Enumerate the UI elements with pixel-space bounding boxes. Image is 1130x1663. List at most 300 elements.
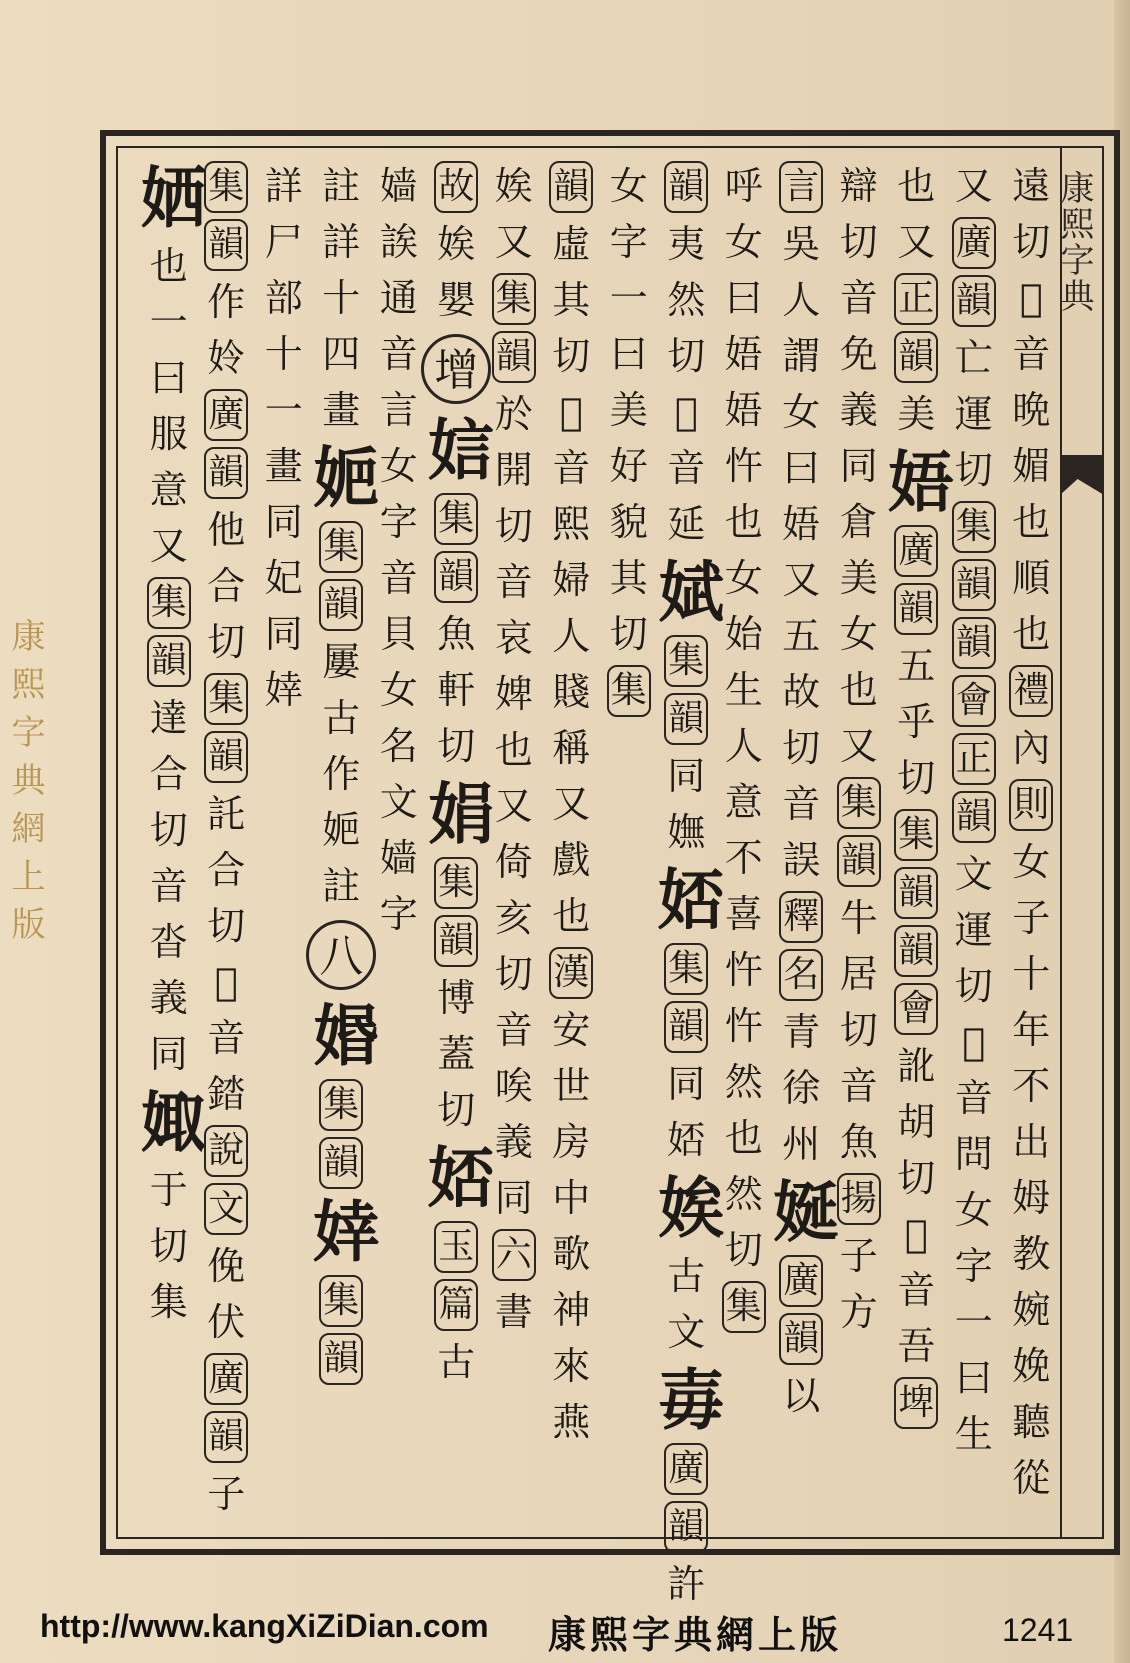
glyph: 稱: [552, 726, 591, 770]
boxed-source-mark: 集: [952, 501, 996, 553]
glyph: 意: [149, 468, 188, 512]
glyph: 切: [782, 726, 821, 770]
glyph: 喜: [724, 892, 763, 936]
glyph: 不: [724, 836, 763, 880]
glyph: 一: [149, 300, 188, 344]
glyph: 娭: [494, 164, 533, 208]
boxed-source-mark: 韻: [434, 915, 478, 967]
glyph: 切: [437, 1088, 476, 1132]
headword: 婞: [313, 1193, 380, 1271]
glyph: 教: [1012, 1232, 1051, 1276]
glyph: 倚: [494, 840, 533, 884]
glyph: 誒: [379, 220, 418, 264]
headword: 㛂: [313, 439, 380, 517]
glyph: 音: [207, 1016, 246, 1060]
glyph: 人: [552, 614, 591, 658]
glyph: 娩: [1012, 1344, 1051, 1388]
boxed-source-mark: 韻: [894, 925, 938, 977]
boxed-source-mark: 會: [952, 675, 996, 727]
glyph: 切: [1012, 220, 1051, 264]
boxed-source-mark: 韻: [204, 731, 248, 783]
glyph: 娭: [437, 222, 476, 266]
glyph: 詳: [264, 164, 303, 208]
glyph: 又: [782, 558, 821, 602]
glyph: 亥: [494, 896, 533, 940]
boxed-source-mark: 韻: [952, 275, 996, 327]
boxed-source-mark: 禮: [1009, 665, 1053, 717]
glyph: 神: [552, 1288, 591, 1332]
glyph: 切: [609, 612, 648, 656]
text-column: [945, 158, 1003, 1528]
boxed-source-mark: 集: [319, 1079, 363, 1131]
glyph: 以: [782, 1374, 821, 1418]
glyph: 十: [322, 276, 361, 320]
glyph: 音: [494, 1008, 533, 1052]
glyph: 也: [1012, 500, 1051, 544]
boxed-source-mark: 韻: [952, 791, 996, 843]
headword: 娮: [428, 411, 495, 489]
glyph: 𡘜: [962, 1020, 986, 1064]
glyph: 畫: [264, 444, 303, 488]
glyph: 女: [379, 444, 418, 488]
glyph: 嫵: [667, 810, 706, 854]
glyph: 嬰: [437, 278, 476, 322]
boxed-source-mark: 韻: [492, 331, 536, 383]
boxed-source-mark: 韻: [319, 1333, 363, 1385]
glyph: 曰: [954, 1356, 993, 1400]
glyph: 十: [1012, 952, 1051, 996]
glyph: 吳: [782, 222, 821, 266]
glyph: 于: [149, 1168, 188, 1212]
glyph: 𡘜: [214, 960, 238, 1004]
glyph: 方: [839, 1290, 878, 1334]
glyph: 其: [609, 556, 648, 600]
glyph: 達: [149, 696, 188, 740]
boxed-source-mark: 玉: [434, 1221, 478, 1273]
glyph: 娝: [667, 1118, 706, 1162]
page-number: 1241: [1002, 1612, 1074, 1648]
glyph: 字: [379, 892, 418, 936]
glyph: 切: [897, 1156, 936, 1200]
glyph: 貌: [609, 500, 648, 544]
glyph: 博: [437, 976, 476, 1020]
glyph: 切: [724, 1228, 763, 1272]
glyph: 虛: [552, 222, 591, 266]
glyph: 遠: [1012, 164, 1051, 208]
boxed-source-mark: 揚: [837, 1173, 881, 1225]
glyph: 美: [609, 388, 648, 432]
boxed-source-mark: 韻: [894, 867, 938, 919]
glyph: 切: [207, 904, 246, 948]
glyph: 詳: [322, 220, 361, 264]
boxed-source-mark: 正: [952, 733, 996, 785]
glyph: 訛: [897, 1044, 936, 1088]
glyph: 作: [322, 752, 361, 796]
glyph: 賤: [552, 670, 591, 714]
glyph: 也: [494, 728, 533, 772]
text-column: [313, 158, 380, 1528]
glyph: 字: [954, 1244, 993, 1288]
boxed-source-mark: 說: [204, 1125, 248, 1177]
glyph: 然: [667, 278, 706, 322]
glyph: 房: [552, 1120, 591, 1164]
glyph: 延: [667, 502, 706, 546]
glyph: 許: [667, 1562, 706, 1606]
glyph: 五: [897, 644, 936, 688]
glyph: 同: [149, 1032, 188, 1076]
boxed-source-mark: 六: [492, 1229, 536, 1281]
glyph: 運: [954, 392, 993, 436]
text-columns: [125, 158, 1060, 1606]
headword: 娬: [658, 553, 725, 631]
glyph: 又: [494, 220, 533, 264]
glyph: 又: [954, 164, 993, 208]
glyph: 切: [954, 448, 993, 492]
glyph: 服: [149, 412, 188, 456]
glyph: 文: [954, 852, 993, 896]
glyph: 也: [839, 668, 878, 712]
glyph: 音: [667, 446, 706, 490]
circled-section-mark: 增: [421, 334, 491, 404]
glyph: 他: [207, 508, 246, 552]
boxed-source-mark: 集: [837, 777, 881, 829]
boxed-source-mark: 集: [664, 943, 708, 995]
text-column: [600, 158, 658, 1528]
glyph: 生: [954, 1412, 993, 1456]
glyph: 女: [609, 164, 648, 208]
boxed-source-mark: 韻: [952, 559, 996, 611]
glyph: 屢: [322, 640, 361, 684]
boxed-source-mark: 漢: [549, 947, 593, 999]
boxed-source-mark: 韻: [549, 161, 593, 213]
boxed-source-mark: 集: [492, 273, 536, 325]
book-title: 康熙字典: [1054, 170, 1094, 314]
glyph: 女: [1012, 840, 1051, 884]
glyph: 亡: [954, 336, 993, 380]
glyph: 姆: [1012, 1176, 1051, 1220]
boxed-source-mark: 集: [722, 1281, 766, 1333]
header-strip: [1054, 146, 1104, 1539]
text-column: [198, 158, 256, 1528]
glyph: 婉: [1012, 1288, 1051, 1332]
boxed-source-mark: 韻: [779, 1313, 823, 1365]
glyph: 女: [724, 556, 763, 600]
glyph: 乎: [897, 700, 936, 744]
glyph: 㛂: [322, 808, 361, 852]
glyph: 合: [207, 848, 246, 892]
glyph: 音: [149, 864, 188, 908]
boxed-source-mark: 集: [664, 635, 708, 687]
headword: 娫: [773, 1173, 840, 1251]
glyph: 曰: [724, 276, 763, 320]
glyph: 始: [724, 612, 763, 656]
boxed-source-mark: 廣: [952, 217, 996, 269]
glyph: 女: [954, 1188, 993, 1232]
glyph: 也: [1012, 612, 1051, 656]
glyph: 婞: [264, 668, 303, 712]
boxed-source-mark: 韻: [664, 161, 708, 213]
boxed-source-mark: 廣: [204, 1353, 248, 1405]
boxed-source-mark: 集: [894, 809, 938, 861]
headword: 㛰: [313, 997, 380, 1075]
glyph: 不: [1012, 1064, 1051, 1108]
glyph: 書: [494, 1290, 533, 1334]
glyph: 年: [1012, 1008, 1051, 1052]
glyph: 世: [552, 1064, 591, 1108]
glyph: 哀: [494, 616, 533, 660]
boxed-source-mark: 廣: [204, 389, 248, 441]
glyph: 又: [839, 724, 878, 768]
glyph: 也: [897, 164, 936, 208]
glyph: 謂: [782, 334, 821, 378]
glyph: 音: [839, 276, 878, 320]
text-column: [773, 158, 840, 1528]
glyph: 十: [264, 332, 303, 376]
boxed-source-mark: 韻: [147, 635, 191, 687]
glyph: 問: [954, 1132, 993, 1176]
circled-section-mark: 八: [306, 920, 376, 990]
glyph: 蓋: [437, 1032, 476, 1076]
headword: 娵: [140, 1083, 207, 1161]
glyph: 一: [609, 276, 648, 320]
glyph: 音: [954, 1076, 993, 1120]
boxed-source-mark: 言: [779, 161, 823, 213]
glyph: 𡘜: [674, 390, 698, 434]
glyph: 媚: [1012, 444, 1051, 488]
boxed-source-mark: 篇: [434, 1279, 478, 1331]
boxed-source-mark: 埤: [894, 1377, 938, 1429]
glyph: 內: [1012, 726, 1051, 770]
boxed-source-mark: 則: [1009, 779, 1053, 831]
glyph: 出: [1012, 1120, 1051, 1164]
boxed-source-mark: 韻: [319, 1137, 363, 1189]
boxed-source-mark: 廣: [779, 1255, 823, 1307]
glyph: 切: [839, 220, 878, 264]
glyph: 音: [782, 782, 821, 826]
glyph: 順: [1012, 556, 1051, 600]
glyph: 文: [379, 780, 418, 824]
glyph: 熙: [552, 502, 591, 546]
glyph: 美: [839, 556, 878, 600]
glyph: 子: [839, 1234, 878, 1278]
glyph: 切: [149, 1224, 188, 1268]
glyph: 切: [437, 724, 476, 768]
glyph: 尸: [264, 220, 303, 264]
glyph: 又: [149, 524, 188, 568]
glyph: 切: [954, 964, 993, 1008]
boxed-source-mark: 韻: [664, 693, 708, 745]
text-column: [715, 158, 773, 1528]
glyph: 音: [494, 560, 533, 604]
glyph: 音: [379, 556, 418, 600]
glyph: 也: [552, 894, 591, 938]
glyph: 古: [667, 1254, 706, 1298]
glyph: 娪: [724, 332, 763, 376]
glyph: 娪: [724, 388, 763, 432]
glyph: 同: [667, 1062, 706, 1106]
glyph: 人: [724, 724, 763, 768]
glyph: 一: [954, 1300, 993, 1344]
glyph: 合: [149, 752, 188, 796]
footer-url-link[interactable]: http://www.kangXiZiDian.com: [40, 1608, 489, 1644]
glyph: 畫: [322, 388, 361, 432]
glyph: 義: [149, 976, 188, 1020]
glyph: 切: [552, 334, 591, 378]
text-column: [140, 158, 207, 1528]
boxed-source-mark: 韻: [664, 1001, 708, 1053]
glyph: 吾: [897, 1324, 936, 1368]
boxed-source-mark: 韻: [204, 1411, 248, 1463]
glyph: 音: [1012, 332, 1051, 376]
glyph: 婦: [552, 558, 591, 602]
glyph: 聽: [1012, 1400, 1051, 1444]
boxed-source-mark: 韻: [204, 447, 248, 499]
boxed-source-mark: 正: [894, 273, 938, 325]
text-column: [543, 158, 601, 1528]
text-column: [888, 158, 955, 1528]
boxed-source-mark: 韻: [894, 331, 938, 383]
boxed-source-mark: 韻: [204, 219, 248, 271]
glyph: 切: [667, 334, 706, 378]
glyph: 沓: [149, 920, 188, 964]
text-column: [485, 158, 543, 1528]
boxed-source-mark: 釋: [779, 891, 823, 943]
glyph: 嫱: [379, 836, 418, 880]
glyph: 古: [437, 1340, 476, 1384]
glyph: 名: [379, 724, 418, 768]
text-column: [830, 158, 888, 1528]
boxed-source-mark: 廣: [894, 525, 938, 577]
glyph: 曰: [782, 446, 821, 490]
glyph: 切: [494, 952, 533, 996]
text-column: [255, 158, 313, 1528]
boxed-source-mark: 韻: [894, 583, 938, 635]
glyph: 開: [494, 448, 533, 492]
glyph: 伏: [207, 1300, 246, 1344]
glyph: 州: [782, 1122, 821, 1166]
glyph: 古: [322, 696, 361, 740]
glyph: 俛: [207, 1244, 246, 1288]
boxed-source-mark: 集: [204, 161, 248, 213]
boxed-source-mark: 韻: [664, 1501, 708, 1553]
boxed-source-mark: 文: [204, 1183, 248, 1235]
glyph: 又: [494, 784, 533, 828]
glyph: 又: [552, 782, 591, 826]
glyph: 同: [494, 1176, 533, 1220]
glyph: 切: [494, 504, 533, 548]
glyph: 音: [839, 1064, 878, 1108]
text-column: [370, 158, 428, 1528]
headword: 㛉: [140, 159, 207, 237]
glyph: 子: [1012, 896, 1051, 940]
headword: 毐: [658, 1361, 725, 1439]
boxed-source-mark: 集: [434, 857, 478, 909]
text-column: [1003, 158, 1061, 1528]
glyph: 來: [552, 1344, 591, 1388]
boxed-source-mark: 集: [319, 521, 363, 573]
glyph: 婢: [494, 672, 533, 716]
glyph: 意: [724, 780, 763, 824]
glyph: 安: [552, 1008, 591, 1052]
footer-title: 康熙字典網上版: [548, 1613, 843, 1657]
glyph: 也: [149, 244, 188, 288]
glyph: 註: [322, 864, 361, 908]
headword: 娝: [428, 1139, 495, 1217]
glyph: 合: [207, 564, 246, 608]
glyph: 同: [667, 754, 706, 798]
glyph: 妃: [264, 556, 303, 600]
boxed-source-mark: 韻: [434, 551, 478, 603]
glyph: 託: [207, 792, 246, 836]
glyph: 胡: [897, 1100, 936, 1144]
glyph: 嫱: [379, 164, 418, 208]
glyph: 於: [494, 392, 533, 436]
glyph: 切: [207, 620, 246, 664]
glyph: 部: [264, 276, 303, 320]
glyph: 同: [839, 444, 878, 488]
glyph: 註: [322, 164, 361, 208]
boxed-source-mark: 韻: [952, 617, 996, 669]
glyph: 倉: [839, 500, 878, 544]
glyph: 義: [494, 1120, 533, 1164]
glyph: 晩: [1012, 388, 1051, 432]
glyph: 義: [839, 388, 878, 432]
glyph: 從: [1012, 1456, 1051, 1500]
glyph: 同: [264, 612, 303, 656]
glyph: 戲: [552, 838, 591, 882]
headword: 娭: [658, 1169, 725, 1247]
boxed-source-mark: 廣: [664, 1443, 708, 1495]
glyph: 切: [149, 808, 188, 852]
glyph: 音: [552, 446, 591, 490]
glyph: 曰: [609, 332, 648, 376]
glyph: 切: [897, 756, 936, 800]
glyph: 辯: [839, 164, 878, 208]
glyph: 貝: [379, 612, 418, 656]
glyph: 生: [724, 668, 763, 712]
glyph: 四: [322, 332, 361, 376]
glyph: 居: [839, 952, 878, 996]
glyph: 曰: [149, 356, 188, 400]
boxed-source-mark: 集: [204, 673, 248, 725]
glyph: 青: [782, 1010, 821, 1054]
boxed-source-mark: 韻: [319, 579, 363, 631]
glyph: 忤: [724, 1004, 763, 1048]
glyph: 女: [782, 390, 821, 434]
glyph: 然: [724, 1060, 763, 1104]
glyph: 娪: [782, 502, 821, 546]
glyph: 𡘜: [559, 390, 583, 434]
boxed-source-mark: 集: [607, 665, 651, 717]
glyph: 牛: [839, 896, 878, 940]
text-column: [658, 158, 725, 1606]
glyph: 姈: [207, 336, 246, 380]
glyph: 一: [264, 388, 303, 432]
glyph: 同: [264, 500, 303, 544]
glyph: 誤: [782, 838, 821, 882]
glyph: 歌: [552, 1232, 591, 1276]
boxed-source-mark: 集: [319, 1275, 363, 1327]
glyph: 人: [782, 278, 821, 322]
glyph: 集: [149, 1280, 188, 1324]
glyph: 魚: [839, 1120, 878, 1164]
text-column: [428, 158, 495, 1528]
glyph: 運: [954, 908, 993, 952]
glyph: 𡘜: [1019, 276, 1043, 320]
glyph: 美: [897, 392, 936, 436]
glyph: 五: [782, 614, 821, 658]
glyph: 好: [609, 444, 648, 488]
